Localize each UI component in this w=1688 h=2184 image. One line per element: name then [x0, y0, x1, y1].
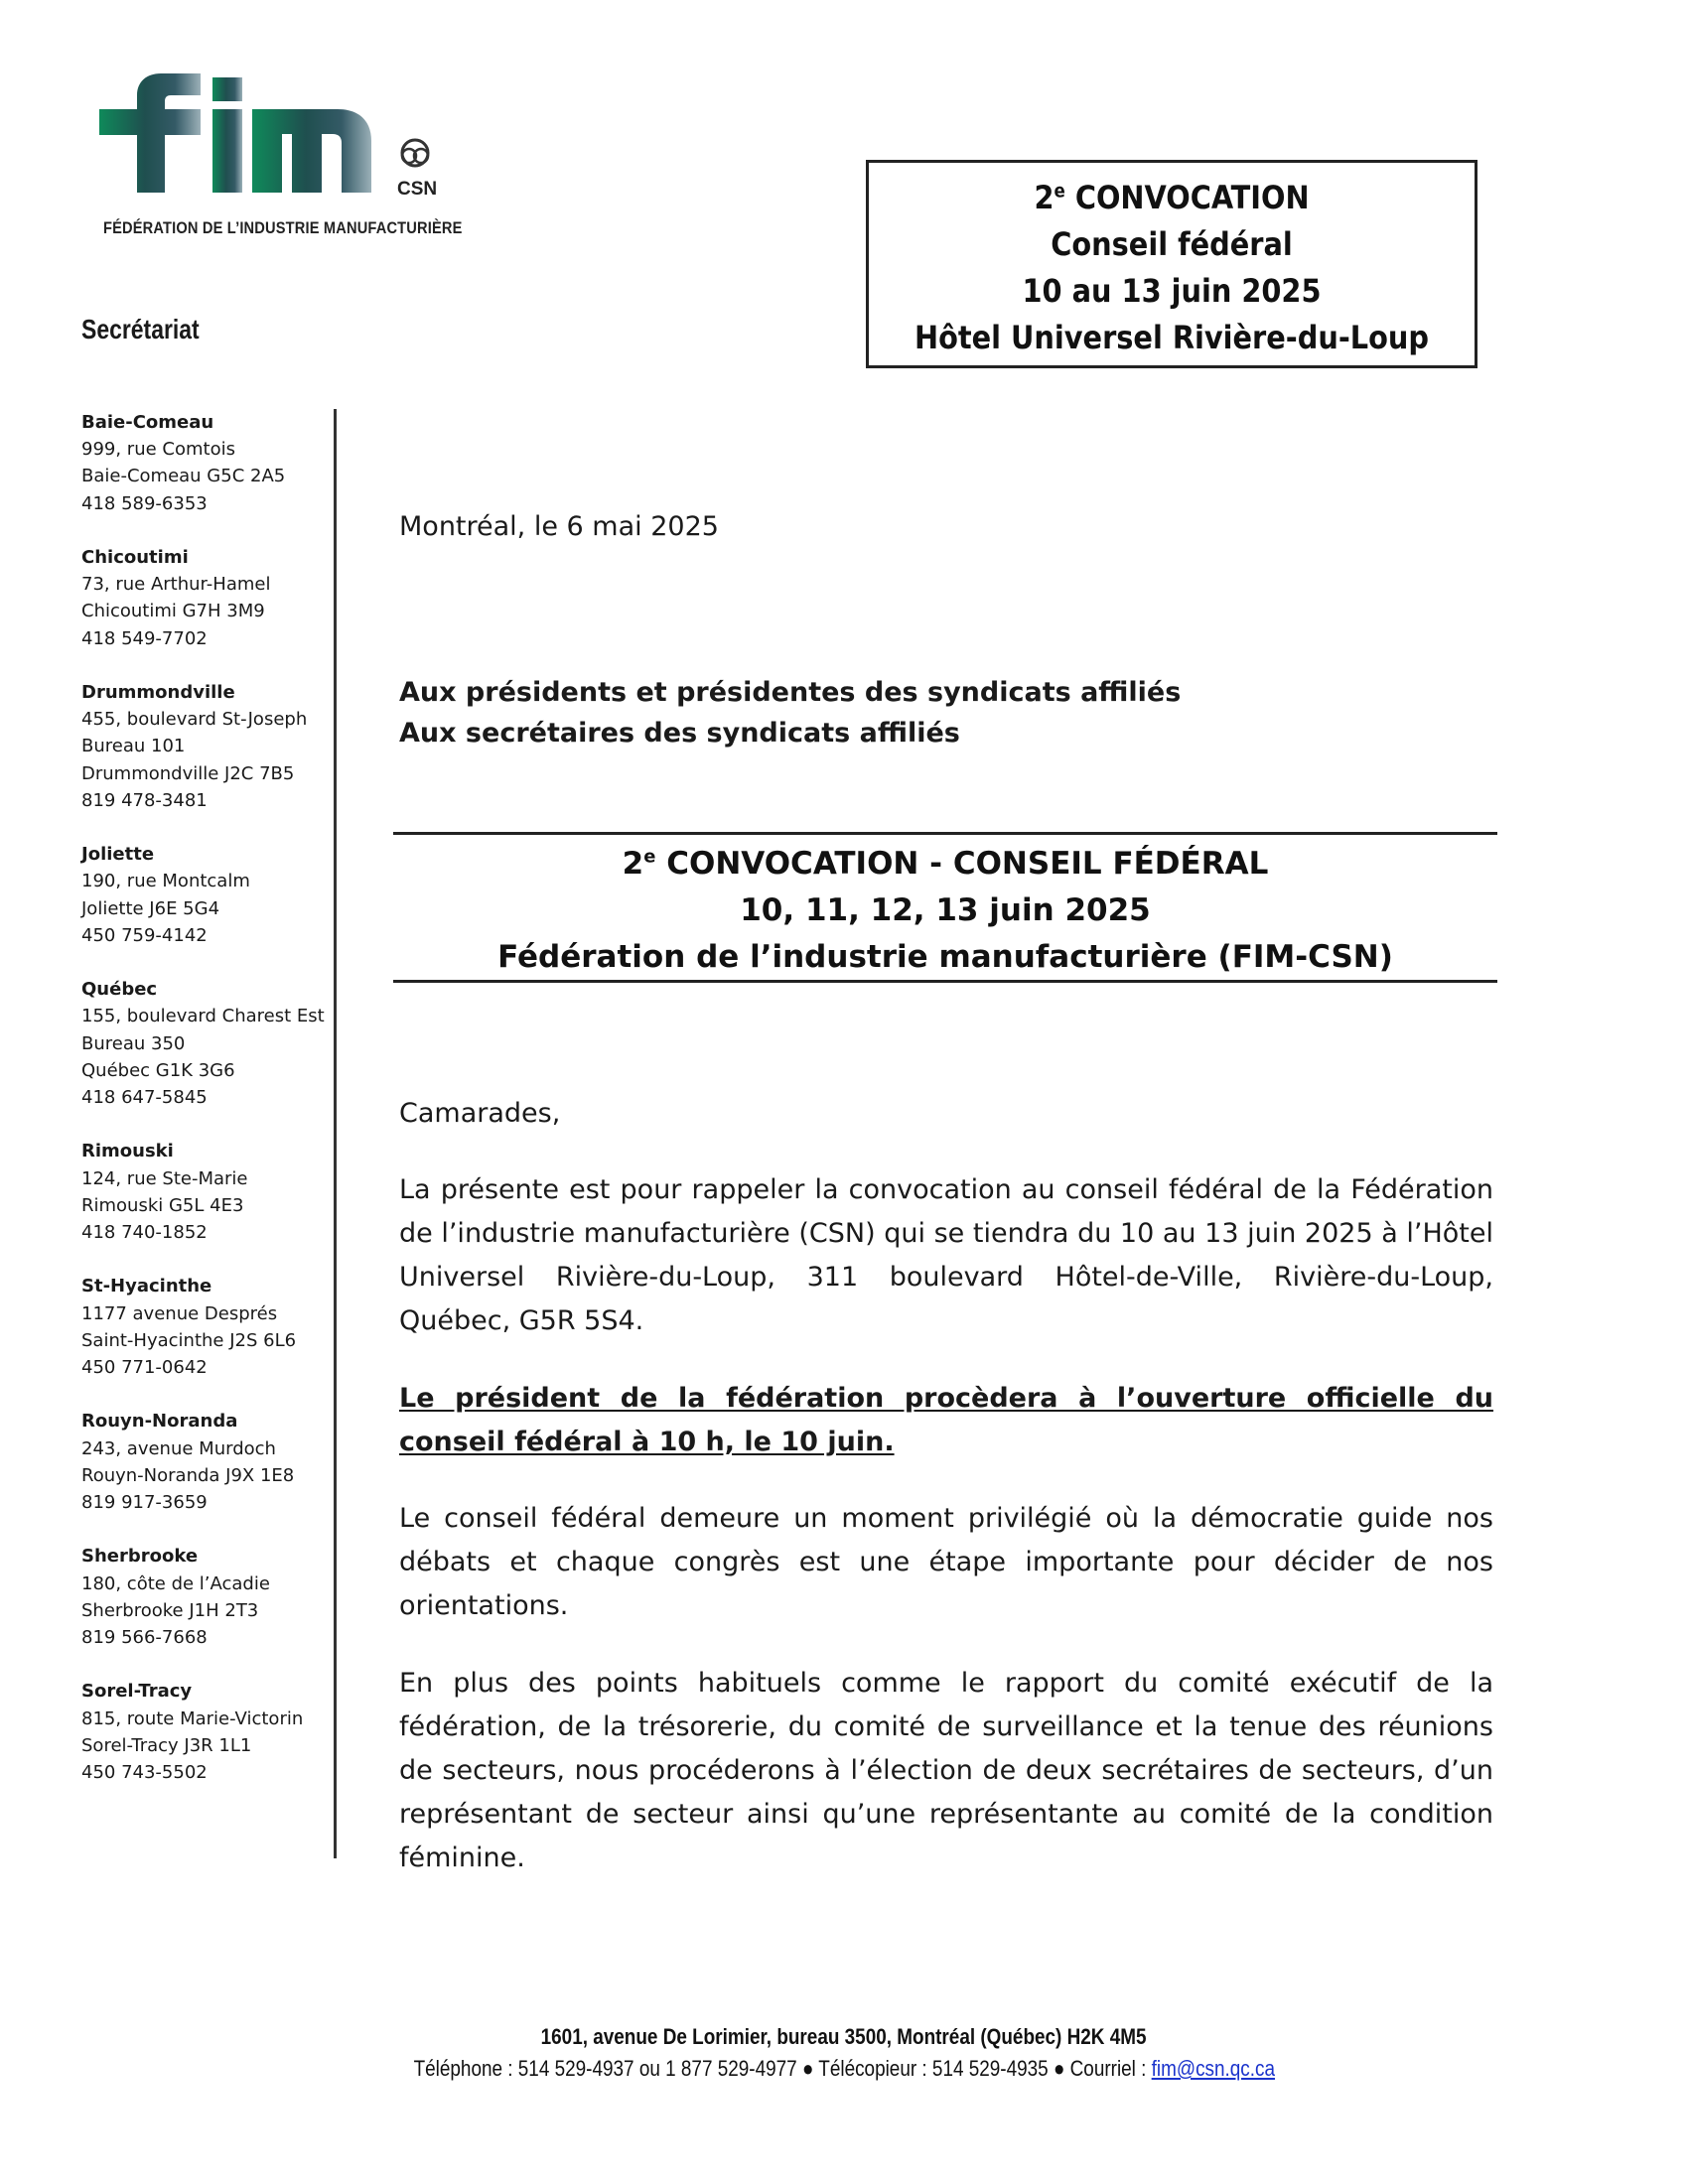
- letter-title-line-3: Fédération de l’industrie manufacturière (FIM-CSN): [497, 939, 1393, 975]
- letter-title-block: [393, 832, 1497, 983]
- paragraph-opening-announcement: Le président de la fédération procèdera à l’ouverture officielle du conseil fédéral à 10 h, le 10 juin.: [399, 1383, 1493, 1457]
- office-detail-line: 190, rue Montcalm: [81, 871, 250, 892]
- office-detail-line: Sherbrooke J1H 2T3: [81, 1599, 259, 1621]
- letter-footer: [0, 2021, 1688, 2085]
- office-city: Joliette: [81, 844, 155, 866]
- office-detail-line: 418 740-1852: [81, 1222, 208, 1244]
- office-entry: [81, 1543, 330, 1651]
- logo-subtitle: FÉDÉRATION DE L’INDUSTRIE MANUFACTURIÈRE: [103, 218, 463, 237]
- convocation-line-1: 2e CONVOCATION: [1034, 179, 1310, 216]
- office-city: Rimouski: [81, 1141, 174, 1162]
- paragraph-convocation: La présente est pour rappeler la convocation au conseil fédéral de la Fédération de l’industrie manufacturière (CSN) qui se tiendra du 10 au 13 juin 2025 à l’Hôtel Universel Rivière-du-Loup, 311 boulevard Hôtel-de-Ville, Rivière-du-Loup, Québec, G5R 5S4.: [399, 1174, 1493, 1336]
- office-entry: [81, 1408, 330, 1516]
- office-detail-line: 418 549-7702: [81, 627, 208, 649]
- office-entry: [81, 1138, 330, 1246]
- footer-address: 1601, avenue De Lorimier, bureau 3500, Montréal (Québec) H2K 4M5: [541, 2024, 1147, 2049]
- office-detail-line: Sorel-Tracy J3R 1L1: [81, 1734, 252, 1756]
- paragraph-democracy: Le conseil fédéral demeure un moment privilégié où la démocratie guide nos débats et chaque congrès est une étape importante pour décider de nos orientations.: [399, 1503, 1493, 1621]
- office-entry: [81, 841, 330, 949]
- office-city: Rouyn-Noranda: [81, 1411, 238, 1433]
- office-detail-line: 815, route Marie-Victorin: [81, 1707, 304, 1729]
- csn-knot-icon: [402, 140, 428, 166]
- office-detail-line: Saint-Hyacinthe J2S 6L6: [81, 1329, 297, 1351]
- office-city: Drummondville: [81, 682, 235, 703]
- office-entry: [81, 679, 330, 814]
- footer-contact: Téléphone : 514 529-4937 ou 1 877 529-4977 ● Télécopieur : 514 529-4935 ● Courriel : fim@csn.qc.ca: [413, 2056, 1275, 2081]
- office-city: Baie-Comeau: [81, 412, 214, 433]
- office-entry: [81, 1273, 330, 1381]
- office-detail-line: 450 759-4142: [81, 924, 208, 946]
- paragraph-agenda: En plus des points habituels comme le rapport du comité exécutif de la fédération, de la trésorerie, du comité de surveillance et la tenue des réunions de secteurs, nous procéderons à l’élection de deux secrétaires de secteurs, d’un représentant de secteur ainsi qu’une représentante au comité de la condition féminine.: [399, 1668, 1493, 1873]
- convocation-line-3: 10 au 13 juin 2025: [1022, 272, 1322, 310]
- office-detail-line: 180, côte de l’Acadie: [81, 1572, 270, 1594]
- office-detail-line: 243, avenue Murdoch: [81, 1437, 276, 1459]
- letter-title-line-2: 10, 11, 12, 13 juin 2025: [740, 892, 1151, 928]
- office-detail-line: 819 478-3481: [81, 789, 208, 811]
- office-detail-line: 155, boulevard Charest Est: [81, 1006, 325, 1027]
- office-entry: [81, 1678, 330, 1786]
- office-city: St-Hyacinthe: [81, 1276, 212, 1297]
- fim-csn-logo: [95, 68, 473, 246]
- office-entry: [81, 544, 330, 652]
- office-city: Chicoutimi: [81, 547, 189, 568]
- office-detail-line: 819 566-7668: [81, 1627, 208, 1649]
- convocation-line-2: Conseil fédéral: [1051, 225, 1293, 263]
- office-entry: [81, 976, 330, 1111]
- recipient-line: Aux secrétaires des syndicats affiliés: [399, 718, 960, 749]
- convocation-line-4: Hôtel Universel Rivière-du-Loup: [914, 319, 1429, 356]
- office-detail-line: Bureau 101: [81, 736, 186, 757]
- office-detail-line: Joliette J6E 5G4: [81, 897, 220, 919]
- office-detail-line: 418 647-5845: [81, 1087, 208, 1109]
- letter-title-line-1: 2e CONVOCATION - CONSEIL FÉDÉRAL: [622, 846, 1269, 882]
- office-detail-line: 999, rue Comtois: [81, 439, 235, 461]
- office-detail-line: Baie-Comeau G5C 2A5: [81, 466, 286, 487]
- office-detail-line: Bureau 350: [81, 1032, 186, 1054]
- secretariat-title: Secrétariat: [81, 314, 200, 344]
- secretariat-sidebar: [81, 409, 330, 1813]
- office-detail-line: Drummondville J2C 7B5: [81, 762, 295, 784]
- office-entry: [81, 409, 330, 517]
- recipient-line: Aux présidents et présidentes des syndicats affiliés: [399, 677, 1182, 708]
- footer-email-link[interactable]: fim@csn.qc.ca: [1151, 2056, 1275, 2081]
- office-detail-line: 450 743-5502: [81, 1762, 208, 1784]
- office-city: Sherbrooke: [81, 1546, 199, 1568]
- sidebar-divider: [334, 409, 337, 1858]
- convocation-box: [866, 160, 1477, 368]
- recipients: [399, 672, 1493, 753]
- office-detail-line: Rouyn-Noranda J9X 1E8: [81, 1464, 295, 1486]
- office-detail-line: 819 917-3659: [81, 1492, 208, 1514]
- office-city: Sorel-Tracy: [81, 1681, 193, 1703]
- office-detail-line: 455, boulevard St-Joseph: [81, 709, 308, 731]
- fim-wordmark-graphic: [95, 68, 473, 216]
- office-detail-line: Rimouski G5L 4E3: [81, 1194, 244, 1216]
- office-detail-line: Chicoutimi G7H 3M9: [81, 601, 265, 622]
- office-detail-line: 124, rue Ste-Marie: [81, 1167, 248, 1189]
- office-detail-line: Québec G1K 3G6: [81, 1059, 235, 1081]
- csn-label: CSN: [397, 179, 438, 200]
- greeting: Camarades,: [399, 1098, 561, 1129]
- office-detail-line: 1177 avenue Després: [81, 1302, 278, 1324]
- letter-date: Montréal, le 6 mai 2025: [399, 511, 719, 542]
- office-detail-line: 418 589-6353: [81, 492, 208, 514]
- office-city: Québec: [81, 979, 158, 1001]
- office-detail-line: 450 771-0642: [81, 1357, 208, 1379]
- office-detail-line: 73, rue Arthur-Hamel: [81, 574, 271, 596]
